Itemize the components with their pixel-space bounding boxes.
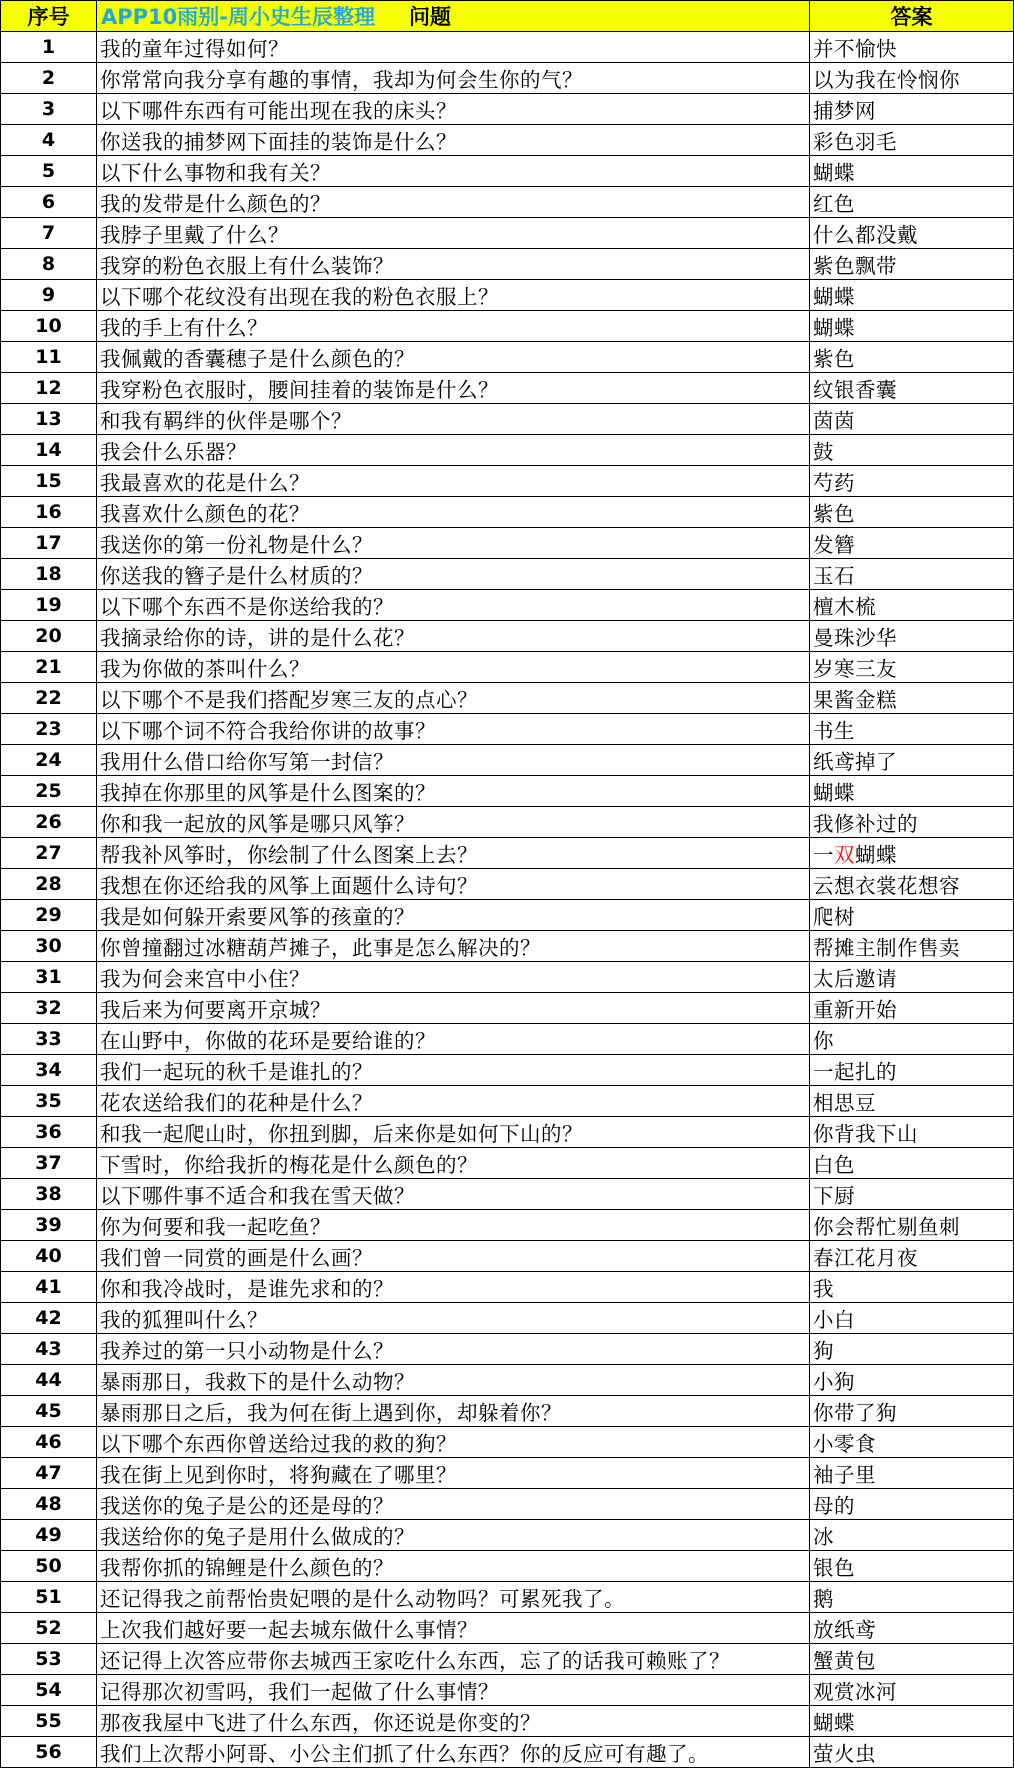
question-cell: 我是如何躲开索要风筝的孩童的？ — [97, 900, 810, 931]
question-cell: 我摘录给你的诗，讲的是什么花？ — [97, 621, 810, 652]
table-row — [1, 1148, 1014, 1179]
answer-cell: 发簪 — [810, 528, 1014, 559]
question-cell: 暴雨那日，我救下的是什么动物？ — [97, 1365, 810, 1396]
row-number: 47 — [1, 1458, 97, 1489]
answer-cell: 捕梦网 — [810, 94, 1014, 125]
header-question-label: 问题 — [408, 5, 451, 29]
question-cell: 我穿的粉色衣服上有什么装饰？ — [97, 249, 810, 280]
question-cell: 以下哪个东西你曾送给过我的救的狗？ — [97, 1427, 810, 1458]
answer-cell: 袖子里 — [810, 1458, 1014, 1489]
row-number: 40 — [1, 1241, 97, 1272]
row-number: 34 — [1, 1055, 97, 1086]
row-number: 32 — [1, 993, 97, 1024]
table-row — [1, 900, 1014, 931]
question-cell: 你曾撞翻过冰糖葫芦摊子，此事是怎么解决的？ — [97, 931, 810, 962]
table-row — [1, 1055, 1014, 1086]
row-number: 24 — [1, 745, 97, 776]
row-number: 55 — [1, 1706, 97, 1737]
answer-cell: 放纸鸢 — [810, 1613, 1014, 1644]
answer-cell: 萤火虫 — [810, 1737, 1014, 1768]
table-row — [1, 1334, 1014, 1365]
row-number: 6 — [1, 187, 97, 218]
table-row — [1, 218, 1014, 249]
header-question — [97, 1, 810, 32]
table-row — [1, 1024, 1014, 1055]
row-number: 43 — [1, 1334, 97, 1365]
sheet-title: APP10雨别-周小史生辰整理 — [101, 5, 375, 29]
question-cell: 你送我的簪子是什么材质的？ — [97, 559, 810, 590]
answer-cell: 纸鸢掉了 — [810, 745, 1014, 776]
answer-cell: 紫色 — [810, 497, 1014, 528]
answer-cell: 蝴蝶 — [810, 311, 1014, 342]
answer-cell: 鹅 — [810, 1582, 1014, 1613]
header-row — [1, 1, 1014, 32]
table-row — [1, 94, 1014, 125]
answer-cell: 茵茵 — [810, 404, 1014, 435]
question-cell: 我脖子里戴了什么？ — [97, 218, 810, 249]
table-row — [1, 714, 1014, 745]
table-row — [1, 1086, 1014, 1117]
row-number: 9 — [1, 280, 97, 311]
answer-cell: 狗 — [810, 1334, 1014, 1365]
row-number: 16 — [1, 497, 97, 528]
question-cell: 我的发带是什么颜色的？ — [97, 187, 810, 218]
row-number: 11 — [1, 342, 97, 373]
answer-cell: 岁寒三友 — [810, 652, 1014, 683]
row-number: 13 — [1, 404, 97, 435]
question-cell: 我佩戴的香囊穗子是什么颜色的？ — [97, 342, 810, 373]
question-cell: 暴雨那日之后，我为何在街上遇到你，却躲着你？ — [97, 1396, 810, 1427]
table-row — [1, 1644, 1014, 1675]
question-cell: 我喜欢什么颜色的花？ — [97, 497, 810, 528]
answer-cell: 书生 — [810, 714, 1014, 745]
question-cell: 我的狐狸叫什么？ — [97, 1303, 810, 1334]
table-row — [1, 1272, 1014, 1303]
row-number: 7 — [1, 218, 97, 249]
table-row — [1, 683, 1014, 714]
table-row — [1, 931, 1014, 962]
question-cell: 帮我补风筝时，你绘制了什么图案上去？ — [97, 838, 810, 869]
question-cell: 那夜我屋中飞进了什么东西，你还说是你变的？ — [97, 1706, 810, 1737]
row-number: 51 — [1, 1582, 97, 1613]
row-number: 5 — [1, 156, 97, 187]
table-row — [1, 1210, 1014, 1241]
answer-cell: 帮摊主制作售卖 — [810, 931, 1014, 962]
question-cell: 我们上次帮小阿哥、小公主们抓了什么东西？你的反应可有趣了。 — [97, 1737, 810, 1768]
question-cell: 你送我的捕梦网下面挂的装饰是什么？ — [97, 125, 810, 156]
question-cell: 上次我们越好要一起去城东做什么事情？ — [97, 1613, 810, 1644]
answer-cell: 太后邀请 — [810, 962, 1014, 993]
answer-cell: 相思豆 — [810, 1086, 1014, 1117]
table-row — [1, 993, 1014, 1024]
answer-cell — [810, 838, 1014, 869]
answer-cell: 银色 — [810, 1551, 1014, 1582]
answer-cell: 春江花月夜 — [810, 1241, 1014, 1272]
row-number: 28 — [1, 869, 97, 900]
answer-cell: 小白 — [810, 1303, 1014, 1334]
question-cell: 我掉在你那里的风筝是什么图案的？ — [97, 776, 810, 807]
question-cell: 我送给你的兔子是用什么做成的？ — [97, 1520, 810, 1551]
answer-cell: 白色 — [810, 1148, 1014, 1179]
row-number: 21 — [1, 652, 97, 683]
answer-cell: 云想衣裳花想容 — [810, 869, 1014, 900]
table-row — [1, 1737, 1014, 1768]
answer-cell: 蝴蝶 — [810, 156, 1014, 187]
table-row — [1, 63, 1014, 94]
question-cell: 我帮你抓的锦鲤是什么颜色的？ — [97, 1551, 810, 1582]
table-row — [1, 373, 1014, 404]
row-number: 48 — [1, 1489, 97, 1520]
question-cell: 我送你的兔子是公的还是母的？ — [97, 1489, 810, 1520]
answer-cell: 紫色 — [810, 342, 1014, 373]
question-cell: 我的手上有什么？ — [97, 311, 810, 342]
table-row — [1, 1427, 1014, 1458]
answer-cell: 曼珠沙华 — [810, 621, 1014, 652]
header-number: 序号 — [1, 1, 97, 32]
row-number: 25 — [1, 776, 97, 807]
question-cell: 以下哪个花纹没有出现在我的粉色衣服上？ — [97, 280, 810, 311]
answer-cell: 鼓 — [810, 435, 1014, 466]
row-number: 50 — [1, 1551, 97, 1582]
answer-cell: 我修补过的 — [810, 807, 1014, 838]
row-number: 36 — [1, 1117, 97, 1148]
row-number: 30 — [1, 931, 97, 962]
row-number: 54 — [1, 1675, 97, 1706]
question-cell: 以下哪个不是我们搭配岁寒三友的点心？ — [97, 683, 810, 714]
table-row — [1, 869, 1014, 900]
question-cell: 记得那次初雪吗，我们一起做了什么事情？ — [97, 1675, 810, 1706]
answer-cell: 彩色羽毛 — [810, 125, 1014, 156]
table-row — [1, 1551, 1014, 1582]
row-number: 18 — [1, 559, 97, 590]
answer-text-part: 蝴蝶 — [855, 843, 897, 867]
table-row — [1, 621, 1014, 652]
table-row — [1, 652, 1014, 683]
table-row — [1, 1675, 1014, 1706]
table-row — [1, 342, 1014, 373]
question-cell: 我穿粉色衣服时，腰间挂着的装饰是什么？ — [97, 373, 810, 404]
question-cell: 我们曾一同赏的画是什么画？ — [97, 1241, 810, 1272]
question-cell: 下雪时，你给我折的梅花是什么颜色的？ — [97, 1148, 810, 1179]
answer-highlight-text: 双 — [834, 843, 855, 867]
answer-cell: 你带了狗 — [810, 1396, 1014, 1427]
row-number: 49 — [1, 1520, 97, 1551]
answer-cell: 以为我在怜悯你 — [810, 63, 1014, 94]
table-row — [1, 404, 1014, 435]
table-row — [1, 528, 1014, 559]
table-row — [1, 1582, 1014, 1613]
answer-cell: 芍药 — [810, 466, 1014, 497]
table-row — [1, 590, 1014, 621]
table-row — [1, 435, 1014, 466]
table-row — [1, 1303, 1014, 1334]
table-row — [1, 249, 1014, 280]
question-cell: 我后来为何要离开京城？ — [97, 993, 810, 1024]
table-row — [1, 497, 1014, 528]
table-row — [1, 1520, 1014, 1551]
question-cell: 我为你做的茶叫什么？ — [97, 652, 810, 683]
answer-cell: 蝴蝶 — [810, 1706, 1014, 1737]
question-cell: 我送你的第一份礼物是什么？ — [97, 528, 810, 559]
row-number: 29 — [1, 900, 97, 931]
table-row — [1, 838, 1014, 869]
header-answer: 答案 — [810, 1, 1014, 32]
table-row — [1, 187, 1014, 218]
row-number: 35 — [1, 1086, 97, 1117]
row-number: 17 — [1, 528, 97, 559]
question-cell: 还记得上次答应带你去城西王家吃什么东西，忘了的话我可赖账了？ — [97, 1644, 810, 1675]
row-number: 56 — [1, 1737, 97, 1768]
answer-cell: 纹银香囊 — [810, 373, 1014, 404]
table-row — [1, 311, 1014, 342]
question-cell: 以下哪个东西不是你送给我的？ — [97, 590, 810, 621]
answer-cell: 你 — [810, 1024, 1014, 1055]
row-number: 4 — [1, 125, 97, 156]
row-number: 8 — [1, 249, 97, 280]
question-cell: 你为何要和我一起吃鱼？ — [97, 1210, 810, 1241]
question-cell: 花农送给我们的花种是什么？ — [97, 1086, 810, 1117]
table-row — [1, 962, 1014, 993]
answer-text-part: 一 — [813, 843, 834, 867]
row-number: 37 — [1, 1148, 97, 1179]
table-row — [1, 32, 1014, 63]
table-row — [1, 1458, 1014, 1489]
question-cell: 我用什么借口给你写第一封信？ — [97, 745, 810, 776]
answer-cell: 檀木梳 — [810, 590, 1014, 621]
question-cell: 以下哪件事不适合和我在雪天做？ — [97, 1179, 810, 1210]
answer-cell: 果酱金糕 — [810, 683, 1014, 714]
answer-cell: 玉石 — [810, 559, 1014, 590]
answer-cell: 你会帮忙剔鱼刺 — [810, 1210, 1014, 1241]
table-row — [1, 1706, 1014, 1737]
table-row — [1, 125, 1014, 156]
answer-cell: 什么都没戴 — [810, 218, 1014, 249]
table-row — [1, 1489, 1014, 1520]
table-row — [1, 559, 1014, 590]
row-number: 46 — [1, 1427, 97, 1458]
table-row — [1, 1241, 1014, 1272]
answer-cell: 观赏冰河 — [810, 1675, 1014, 1706]
question-cell: 我们一起玩的秋千是谁扎的？ — [97, 1055, 810, 1086]
row-number: 23 — [1, 714, 97, 745]
answer-cell: 我 — [810, 1272, 1014, 1303]
question-cell: 你和我一起放的风筝是哪只风筝？ — [97, 807, 810, 838]
row-number: 2 — [1, 63, 97, 94]
row-number: 22 — [1, 683, 97, 714]
row-number: 39 — [1, 1210, 97, 1241]
question-cell: 以下哪个词不符合我给你讲的故事？ — [97, 714, 810, 745]
row-number: 44 — [1, 1365, 97, 1396]
answer-cell: 冰 — [810, 1520, 1014, 1551]
row-number: 26 — [1, 807, 97, 838]
table-row — [1, 1396, 1014, 1427]
row-number: 31 — [1, 962, 97, 993]
row-number: 52 — [1, 1613, 97, 1644]
table-row — [1, 466, 1014, 497]
row-number: 27 — [1, 838, 97, 869]
question-cell: 在山野中，你做的花环是要给谁的？ — [97, 1024, 810, 1055]
table-row — [1, 1179, 1014, 1210]
question-cell: 以下什么事物和我有关？ — [97, 156, 810, 187]
table-row — [1, 156, 1014, 187]
row-number: 33 — [1, 1024, 97, 1055]
row-number: 1 — [1, 32, 97, 63]
question-cell: 我最喜欢的花是什么？ — [97, 466, 810, 497]
row-number: 38 — [1, 1179, 97, 1210]
table-row — [1, 807, 1014, 838]
answer-cell: 蝴蝶 — [810, 280, 1014, 311]
answer-cell: 小狗 — [810, 1365, 1014, 1396]
table-row — [1, 1117, 1014, 1148]
question-cell: 我在街上见到你时，将狗藏在了哪里？ — [97, 1458, 810, 1489]
table-row — [1, 280, 1014, 311]
row-number: 19 — [1, 590, 97, 621]
question-cell: 你常常向我分享有趣的事情，我却为何会生你的气？ — [97, 63, 810, 94]
row-number: 41 — [1, 1272, 97, 1303]
row-number: 53 — [1, 1644, 97, 1675]
answer-cell: 蝴蝶 — [810, 776, 1014, 807]
row-number: 3 — [1, 94, 97, 125]
row-number: 20 — [1, 621, 97, 652]
answer-cell: 小零食 — [810, 1427, 1014, 1458]
question-cell: 你和我冷战时，是谁先求和的？ — [97, 1272, 810, 1303]
row-number: 10 — [1, 311, 97, 342]
question-cell: 和我有羁绊的伙伴是哪个？ — [97, 404, 810, 435]
row-number: 45 — [1, 1396, 97, 1427]
question-cell: 我为何会来宫中小住？ — [97, 962, 810, 993]
answer-cell: 一起扎的 — [810, 1055, 1014, 1086]
answer-cell: 下厨 — [810, 1179, 1014, 1210]
question-cell: 还记得我之前帮怡贵妃喂的是什么动物吗？可累死我了。 — [97, 1582, 810, 1613]
question-cell: 我的童年过得如何？ — [97, 32, 810, 63]
row-number: 12 — [1, 373, 97, 404]
question-cell: 我会什么乐器？ — [97, 435, 810, 466]
answer-cell: 蟹黄包 — [810, 1644, 1014, 1675]
answer-cell: 重新开始 — [810, 993, 1014, 1024]
answer-cell: 紫色飘带 — [810, 249, 1014, 280]
question-cell: 和我一起爬山时，你扭到脚，后来你是如何下山的？ — [97, 1117, 810, 1148]
answer-cell: 并不愉快 — [810, 32, 1014, 63]
row-number: 14 — [1, 435, 97, 466]
question-cell: 我养过的第一只小动物是什么？ — [97, 1334, 810, 1365]
table-row — [1, 776, 1014, 807]
row-number: 15 — [1, 466, 97, 497]
answer-cell: 红色 — [810, 187, 1014, 218]
row-number: 42 — [1, 1303, 97, 1334]
table-row — [1, 745, 1014, 776]
table-row — [1, 1365, 1014, 1396]
answer-cell: 你背我下山 — [810, 1117, 1014, 1148]
answer-cell: 母的 — [810, 1489, 1014, 1520]
question-cell: 以下哪件东西有可能出现在我的床头？ — [97, 94, 810, 125]
answer-cell: 爬树 — [810, 900, 1014, 931]
question-cell: 我想在你还给我的风筝上面题什么诗句？ — [97, 869, 810, 900]
table-row — [1, 1613, 1014, 1644]
